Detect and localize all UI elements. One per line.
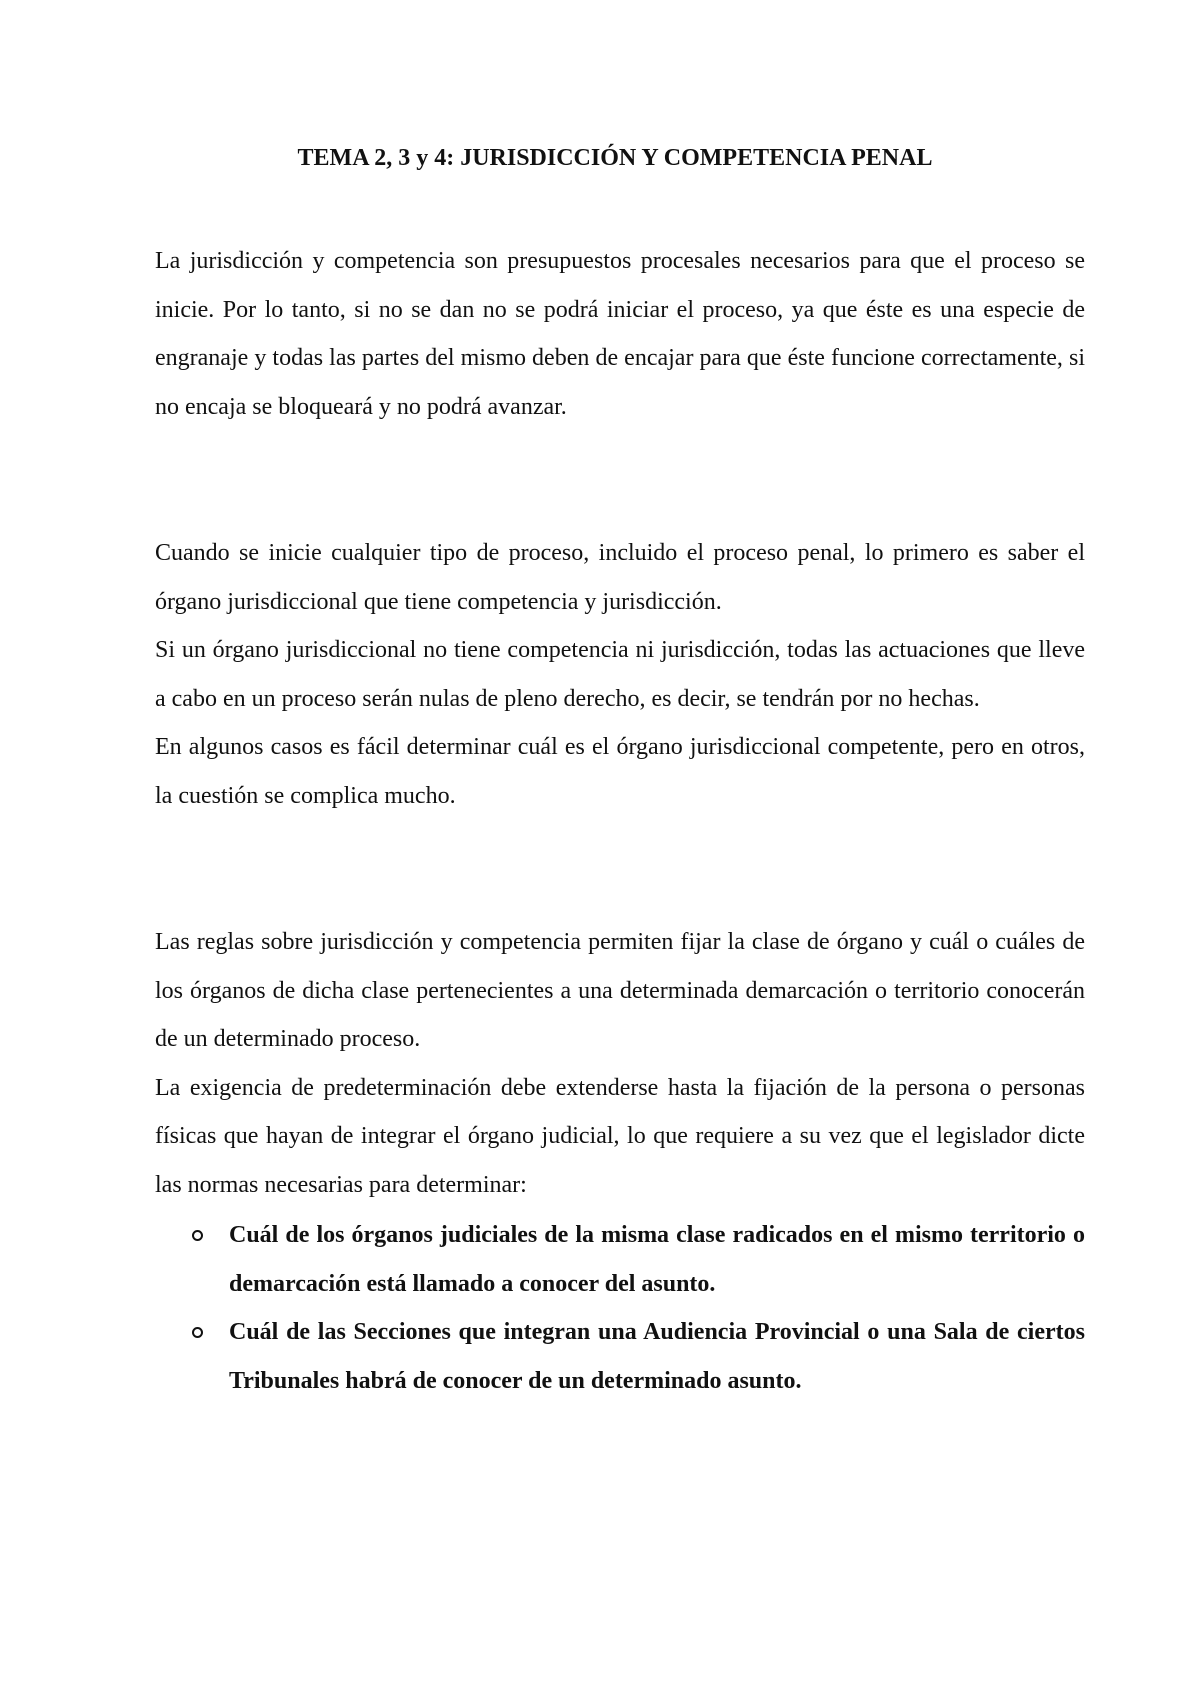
organo-paragraph-1: Cuando se inicie cualquier tipo de proceso, incluido el proceso penal, lo primero es saber el órgano jurisdiccional que tiene competencia y jurisdicción.	[155, 540, 1085, 615]
intro-paragraph: La jurisdicción y competencia son presupuestos procesales necesarios para que el proceso se inicie. Por lo tanto, si no se dan no se podrá iniciar el proceso, ya que éste es una especie de engranaje y todas las partes del mismo deben de encajar para que éste funcione correctamente, si no encaja se bloqueará y no podrá avanzar.	[155, 248, 1085, 420]
reglas-paragraph-1: Las reglas sobre jurisdicción y competencia permiten fijar la clase de órgano y cuál o cuáles de los órganos de dicha clase pertenecientes a una determinada demarcación o territorio conocerán de un determinado proceso.	[155, 929, 1085, 1052]
bullet-text: Cuál de las Secciones que integran una Audiencia Provincial o una Sala de ciertos Tribunales habrá de conocer de un determinado asunto.	[229, 1319, 1085, 1394]
reglas-paragraph-2: La exigencia de predeterminación debe extenderse hasta la fijación de la persona o personas físicas que hayan de integrar el órgano judicial, lo que requiere a su vez que el legislador dicte las normas necesarias para determinar:	[155, 1074, 1085, 1198]
list-item	[155, 1308, 1085, 1405]
organo-section	[155, 529, 1085, 820]
bullet-list	[155, 1211, 1085, 1405]
circle-bullet-icon	[192, 1327, 203, 1338]
list-item	[155, 1211, 1085, 1308]
organo-paragraph-2: Si un órgano jurisdiccional no tiene competencia ni jurisdicción, todas las actuaciones que lleve a cabo en un proceso serán nulas de pleno derecho, es decir, se tendrán por no hechas.	[155, 637, 1085, 712]
reglas-section	[155, 918, 1085, 1209]
circle-bullet-icon	[192, 1230, 203, 1241]
organo-paragraph-3: En algunos casos es fácil determinar cuál es el órgano jurisdiccional competente, pero en otros, la cuestión se complica mucho.	[155, 734, 1085, 809]
document-title: TEMA 2, 3 y 4: JURISDICCIÓN Y COMPETENCIA PENAL	[297, 145, 933, 171]
bullet-text: Cuál de los órganos judiciales de la misma clase radicados en el mismo territorio o demarcación está llamado a conocer del asunto.	[229, 1222, 1085, 1297]
intro-section	[155, 237, 1085, 431]
